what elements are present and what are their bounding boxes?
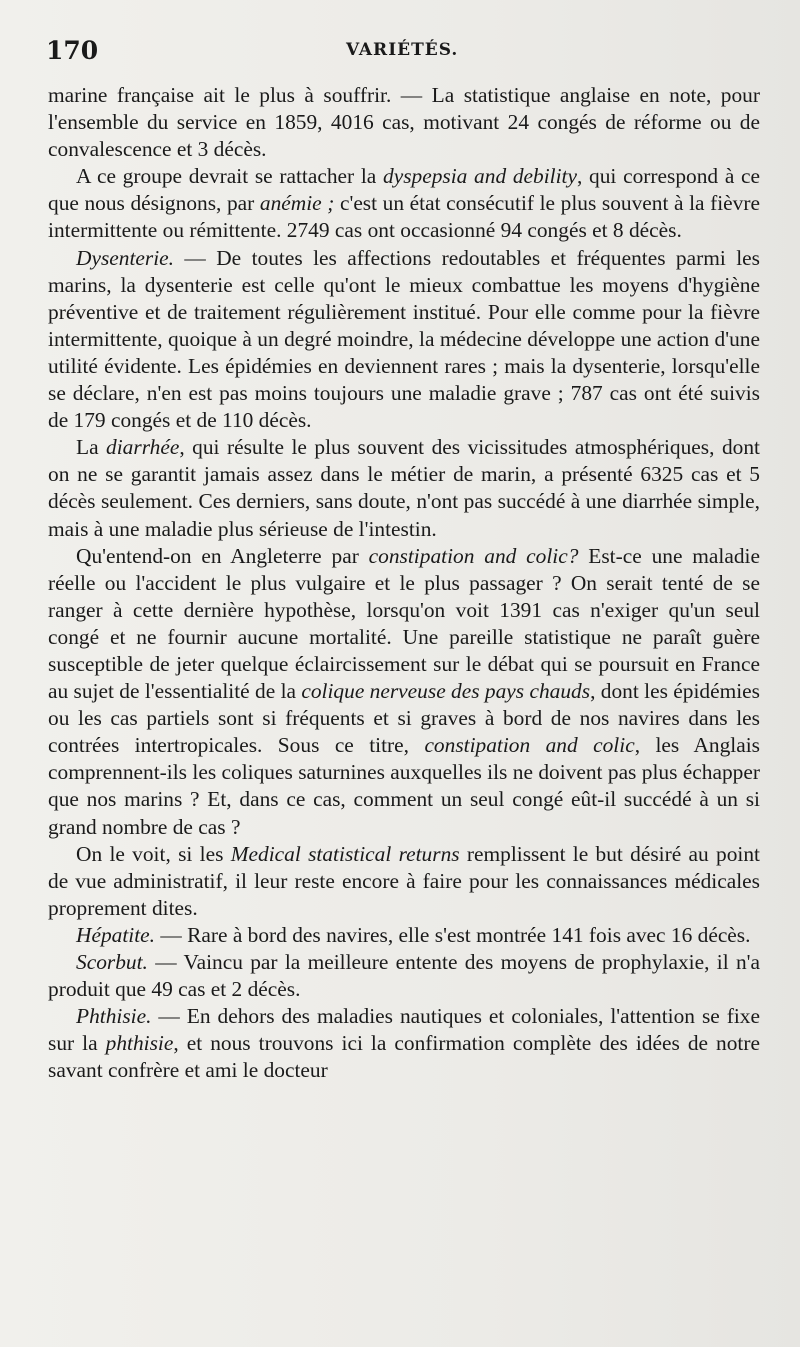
italic-term: constipation and colic — [424, 733, 635, 758]
page-header — [46, 36, 758, 76]
paragraph-5: Qu'entend-on en Angleterre par constipation and colic? Est-ce une maladie réelle ou l'accident le plus vulgaire et le plus passager ? On serait tenté de se ranger à cette dernière hypothèse, lorsqu'on voit 1391 cas n'exiger qu'un seul congé et ne fournir aucune mortalité. Une pareille statistique ne paraît guère susceptible de jeter quelque éclaircissement sur le débat qui se poursuit en France au sujet de l'essentialité de la colique nerveuse des pays chauds, dont les épidémies ou les cas partiels sont si fréquents et si graves à bord de nos navires dans les contrées intertropicales. Sous ce titre, constipation and colic, les Anglais comprennent-ils les coliques saturnines auxquelles ils ne doivent pas plus échapper que nos marins ? Et, dans ce cas, comment un seul congé eût-il succédé à un si grand nombre de cas ? — [48, 543, 760, 839]
italic-term: constipation and colic? — [368, 543, 579, 568]
page-number: 170 — [46, 36, 99, 65]
paragraph-6: On le voit, si les Medical statistical returns remplissent le but désiré au point de vue administratif, il leur reste encore à faire pour les connaissances médicales proprement dites. — [48, 841, 760, 920]
paragraph-7: Hépatite. — Rare à bord des navires, elle s'est montrée 141 fois avec 16 décès. — [76, 922, 751, 947]
paragraph-4: La diarrhée, qui résulte le plus souvent des vicissitudes atmosphériques, dont on ne se garantit jamais assez dans le métier de marin, a présenté 6325 cas et 5 décès seulement. Ces derniers, sans doute, n'ont pas succédé à une diarrhée simple, mais à une maladie plus sérieuse de l'intestin. — [48, 435, 760, 541]
italic-term: dyspepsia and debility — [383, 164, 577, 189]
paragraph-8: Scorbut. — Vaincu par la meilleure entente des moyens de prophylaxie, il n'a produit que 49 cas et 2 décès. — [48, 950, 760, 1002]
italic-term: colique nerveuse des pays chauds — [301, 679, 591, 704]
running-head: VARIÉTÉS. — [346, 40, 459, 60]
section-heading: Phthisie. — [76, 1004, 152, 1029]
body-text — [48, 82, 760, 1084]
paragraph-2: A ce groupe devrait se rattacher la dyspepsia and debility, qui correspond à ce que nous désignons, par anémie ; c'est un état consécutif le plus souvent à la fièvre intermittente ou rémittente. 2749 cas ont occasionné 94 congés et 8 décès. — [48, 164, 760, 243]
italic-term: phthisie — [105, 1031, 174, 1056]
paragraph-9: Phthisie. — En dehors des maladies nautiques et coloniales, l'attention se fixe sur la phthisie, et nous trouvons ici la confirmation complète des idées de notre savant confrère et ami le docteur — [48, 1004, 760, 1083]
paragraph-3: Dysenterie. — De toutes les affections redoutables et fréquentes parmi les marins, la dysenterie est celle qu'ont le mieux combattue les moyens d'hygiène préventive et de traitement régulièrement institué. Pour elle comme pour la fièvre intermittente, quoique à un degré moindre, la médecine développe une action d'une utilité évidente. Les épidémies en deviennent rares ; mais la dysenterie, lorsqu'elle se déclare, n'en est pas moins toujours une maladie grave ; 787 cas ont été suivis de 179 congés et de 110 décès. — [48, 245, 760, 433]
section-heading: Dysenterie. — [76, 245, 175, 270]
italic-term: anémie ; — [259, 191, 335, 216]
section-heading: Hépatite. — [76, 922, 156, 947]
paragraph-1: marine française ait le plus à souffrir. — La statistique anglaise en note, pour l'ensemble du service en 1859, 4016 cas, motivant 24 congés de réforme ou de convalescence et 3 décès. — [48, 83, 760, 162]
section-heading: Scorbut. — [76, 950, 148, 974]
italic-term: Medical statistical returns — [230, 841, 460, 866]
italic-term: diarrhée — [106, 435, 180, 460]
